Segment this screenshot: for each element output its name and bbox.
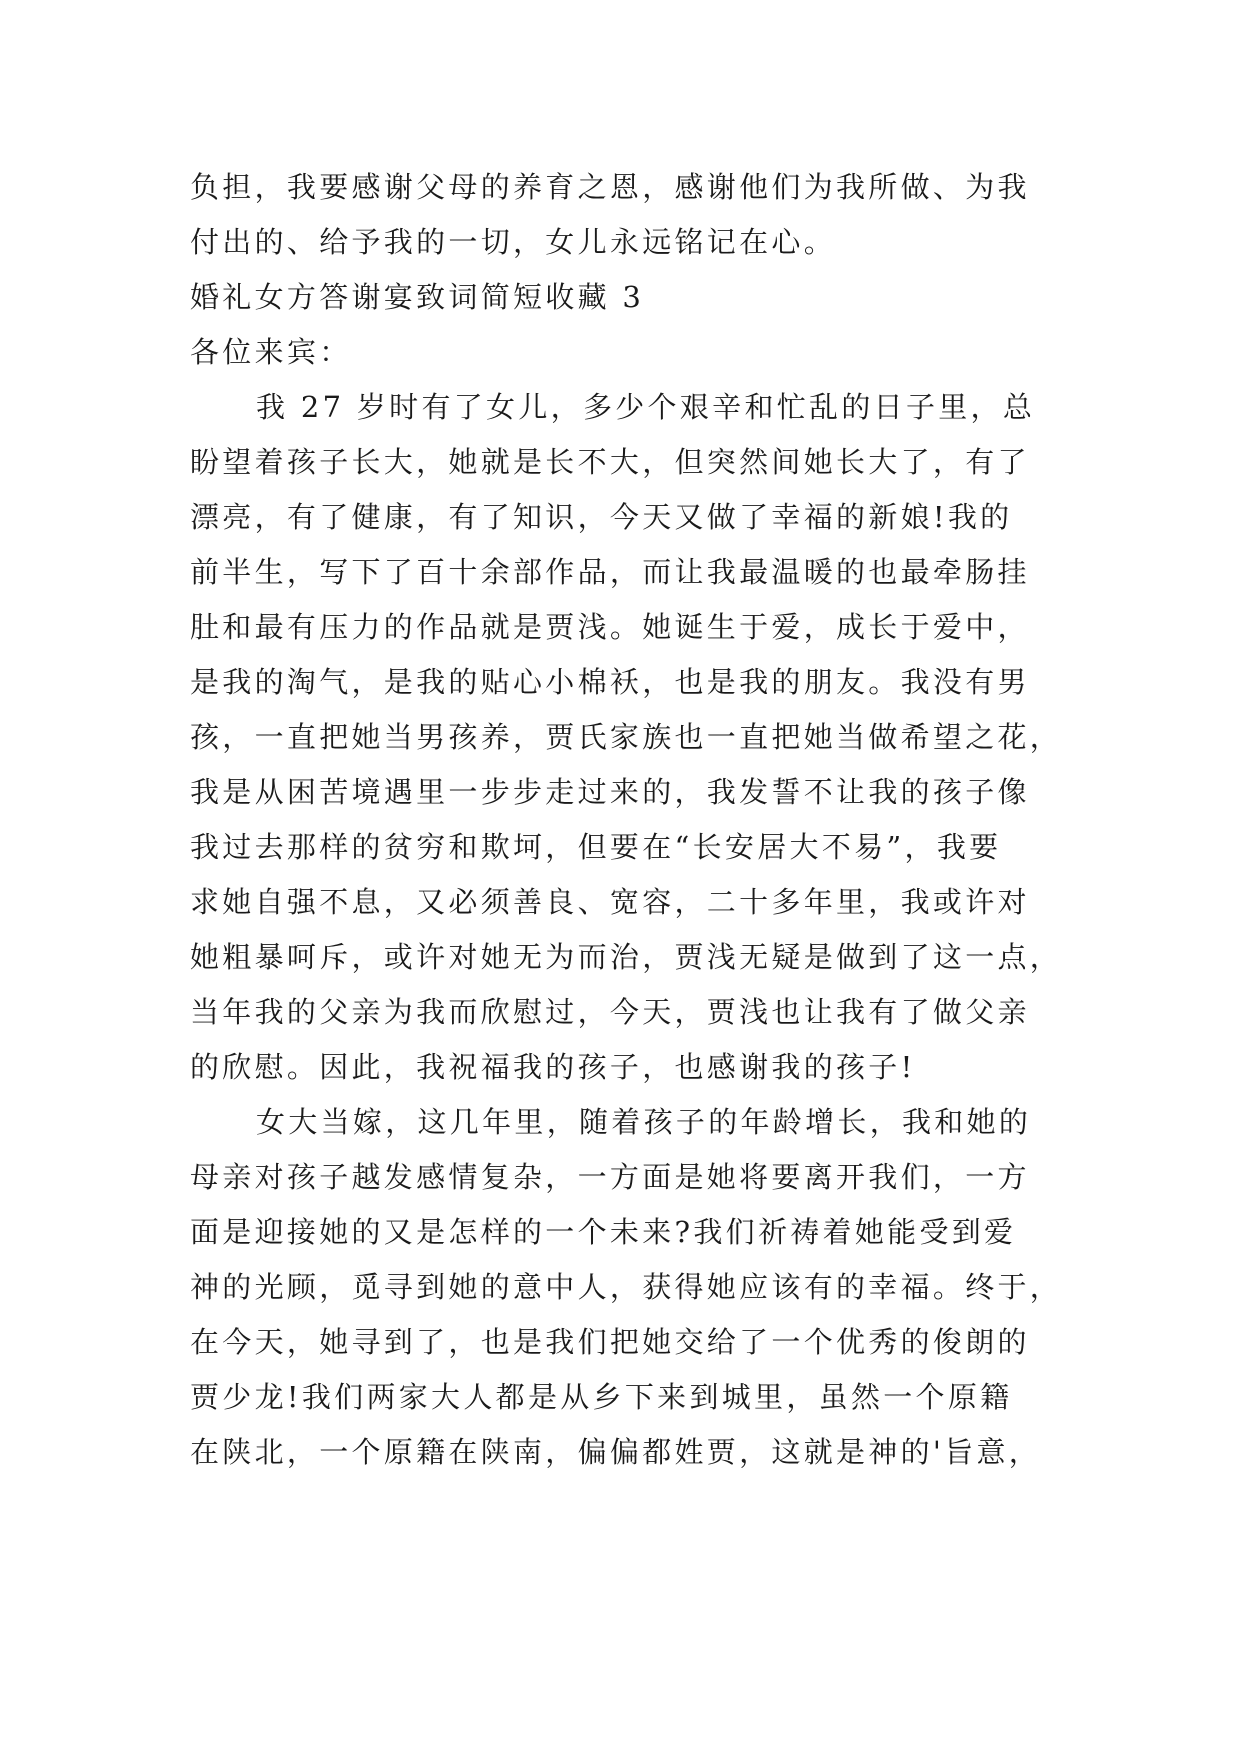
text-line: 盼望着孩子长大，她就是长不大，但突然间她长大了，有了: [190, 445, 1030, 479]
text-line: 她粗暴呵斥，或许对她无为而治，贾浅无疑是做到了这一点，: [190, 940, 1063, 974]
text-line: 贾少龙!我们两家大人都是从乡下来到城里，虽然一个原籍: [190, 1380, 1013, 1414]
text-line: 肚和最有压力的作品就是贾浅。她诞生于爱，成长于爱中，: [190, 610, 1030, 644]
text-line: 我是从困苦境遇里一步步走过来的，我发誓不让我的孩子像: [190, 775, 1030, 809]
text-line: 是我的淘气，是我的贴心小棉袄，也是我的朋友。我没有男: [190, 665, 1030, 699]
text-line: 各位来宾：: [190, 335, 352, 369]
text-line: 孩，一直把她当男孩养，贾氏家族也一直把她当做希望之花，: [190, 720, 1063, 754]
text-line: 女大当嫁，这几年里，随着孩子的年龄增长，我和她的: [256, 1105, 1032, 1139]
text-line: 漂亮，有了健康，有了知识，今天又做了幸福的新娘!我的: [190, 500, 1013, 534]
text-line: 神的光顾，觅寻到她的意中人，获得她应该有的幸福。终于，: [190, 1270, 1063, 1304]
text-line: 母亲对孩子越发感情复杂，一方面是她将要离开我们，一方: [190, 1160, 1030, 1194]
text-line: 的欣慰。因此，我祝福我的孩子，也感谢我的孩子!: [190, 1050, 916, 1084]
text-line: 当年我的父亲为我而欣慰过，今天，贾浅也让我有了做父亲: [190, 995, 1030, 1029]
text-line: 求她自强不息，又必须善良、宽容，二十多年里，我或许对: [190, 885, 1030, 919]
text-line: 前半生，写下了百十余部作品，而让我最温暖的也最牵肠挂: [190, 555, 1030, 589]
text-line: 付出的、给予我的一切，女儿永远铭记在心。: [190, 225, 837, 259]
text-line: 在今天，她寻到了，也是我们把她交给了一个优秀的俊朗的: [190, 1325, 1030, 1359]
body-text: [190, 160, 1070, 1480]
text-line: 我过去那样的贫穷和欺坷，但要在“长安居大不易”，我要: [190, 830, 1002, 864]
text-line: 我 27 岁时有了女儿，多少个艰辛和忙乱的日子里，总: [256, 390, 1036, 424]
text-line: 面是迎接她的又是怎样的一个未来?我们祈祷着她能受到爱: [190, 1215, 1017, 1249]
text-line: 在陕北，一个原籍在陕南，偏偏都姓贾，这就是神的'旨意，: [190, 1435, 1042, 1469]
text-line: 负担，我要感谢父母的养育之恩，感谢他们为我所做、为我: [190, 170, 1030, 204]
text-line: 婚礼女方答谢宴致词简短收藏 3: [190, 280, 645, 314]
